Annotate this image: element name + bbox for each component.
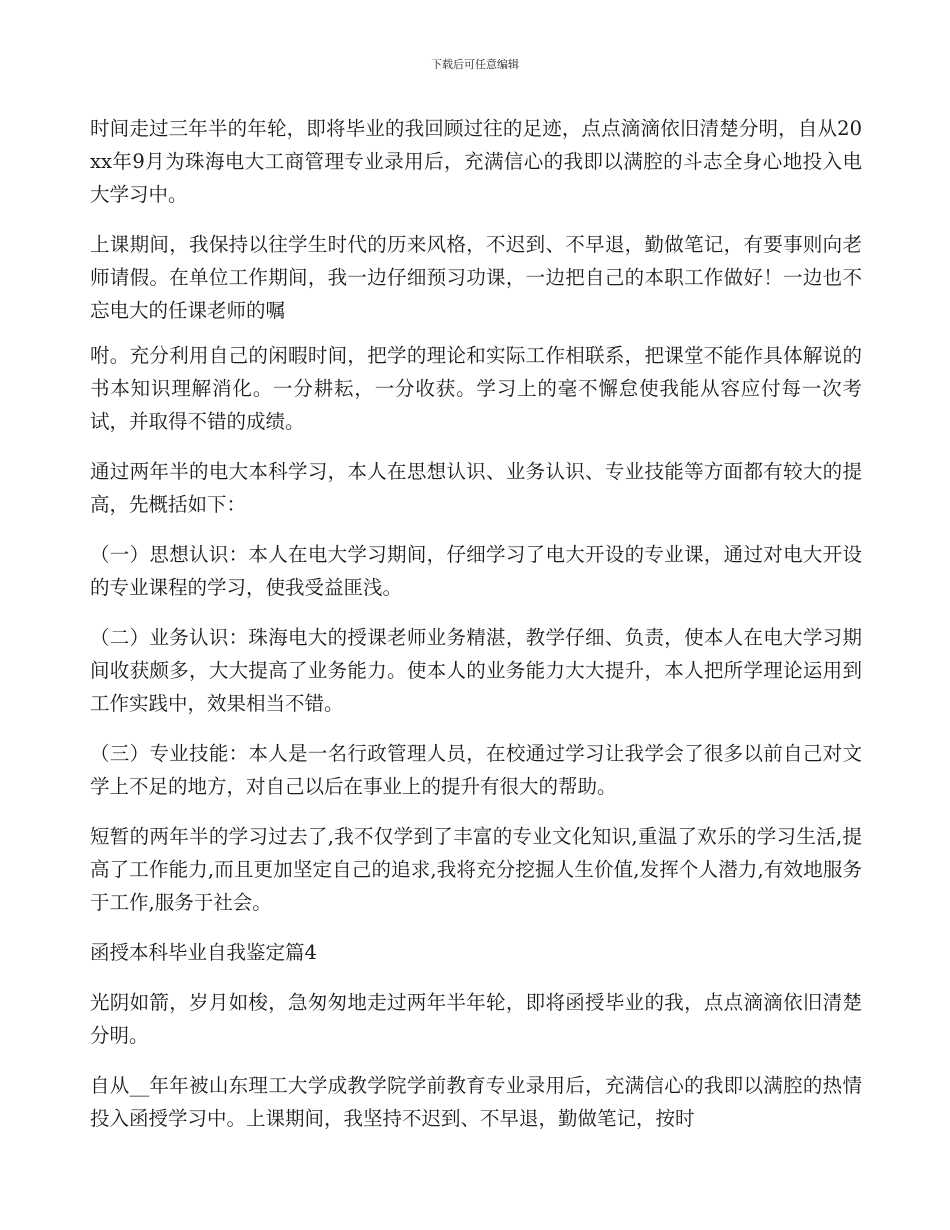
paragraph: （三）专业技能：本人是一名行政管理人员，在校通过学习让我学会了很多以前自己对文学上不足的地方，对自己以后在事业上的提升有很大的帮助。 xyxy=(90,742,862,798)
paragraph: （一）思想认识：本人在电大学习期间，仔细学习了电大开设的专业课，通过对电大开设的专业课程的学习，使我受益匪浅。 xyxy=(90,543,862,599)
section-heading: 函授本科毕业自我鉴定篇4 xyxy=(90,941,317,964)
paragraph: 光阴如箭，岁月如梭，急匆匆地走过两年半年轮，即将函授毕业的我，点点滴滴依旧清楚分明。 xyxy=(90,991,862,1047)
paragraph: 通过两年半的电大本科学习，本人在思想认识、业务认识、专业技能等方面都有较大的提高，先概括如下： xyxy=(90,460,862,516)
paragraph: 短暂的两年半的学习过去了,我不仅学到了丰富的专业文化知识,重温了欢乐的学习生活,提高了工作能力,而且更加坚定自己的追求,我将充分挖掘人生价值,发挥个人潜力,有效地服务于工作,服务于社会。 xyxy=(90,825,862,914)
document-body xyxy=(90,112,862,1152)
paragraph: 时间走过三年半的年轮，即将毕业的我回顾过往的足迹，点点滴滴依旧清楚分明，自从20xx年9月为珠海电大工商管理专业录用后，充满信心的我即以满腔的斗志全身心地投入电大学习中。 xyxy=(90,117,862,206)
paragraph: 咐。充分利用自己的闲暇时间，把学的理论和实际工作相联系，把课堂不能作具体解说的书本知识理解消化。一分耕耘，一分收获。学习上的毫不懈怠使我能从容应付每一次考试，并取得不错的成绩。 xyxy=(90,344,862,433)
paragraph: （二）业务认识：珠海电大的授课老师业务精湛，教学仔细、负责，使本人在电大学习期间收获颇多，大大提高了业务能力。使本人的业务能力大大提升，本人把所学理论运用到工作实践中，效果相当不错。 xyxy=(90,626,862,715)
page-header: 下载后可任意编辑 xyxy=(431,58,519,71)
paragraph: 自从__年年被山东理工大学成教学院学前教育专业录用后，充满信心的我即以满腔的热情投入函授学习中。上课期间，我坚持不迟到、不早退，勤做笔记，按时 xyxy=(90,1074,862,1130)
paragraph: 上课期间，我保持以往学生时代的历来风格，不迟到、不早退，勤做笔记，有要事则向老师请假。在单位工作期间，我一边仔细预习功课，一边把自己的本职工作做好！一边也不忘电大的任课老师的嘱 xyxy=(90,233,862,322)
